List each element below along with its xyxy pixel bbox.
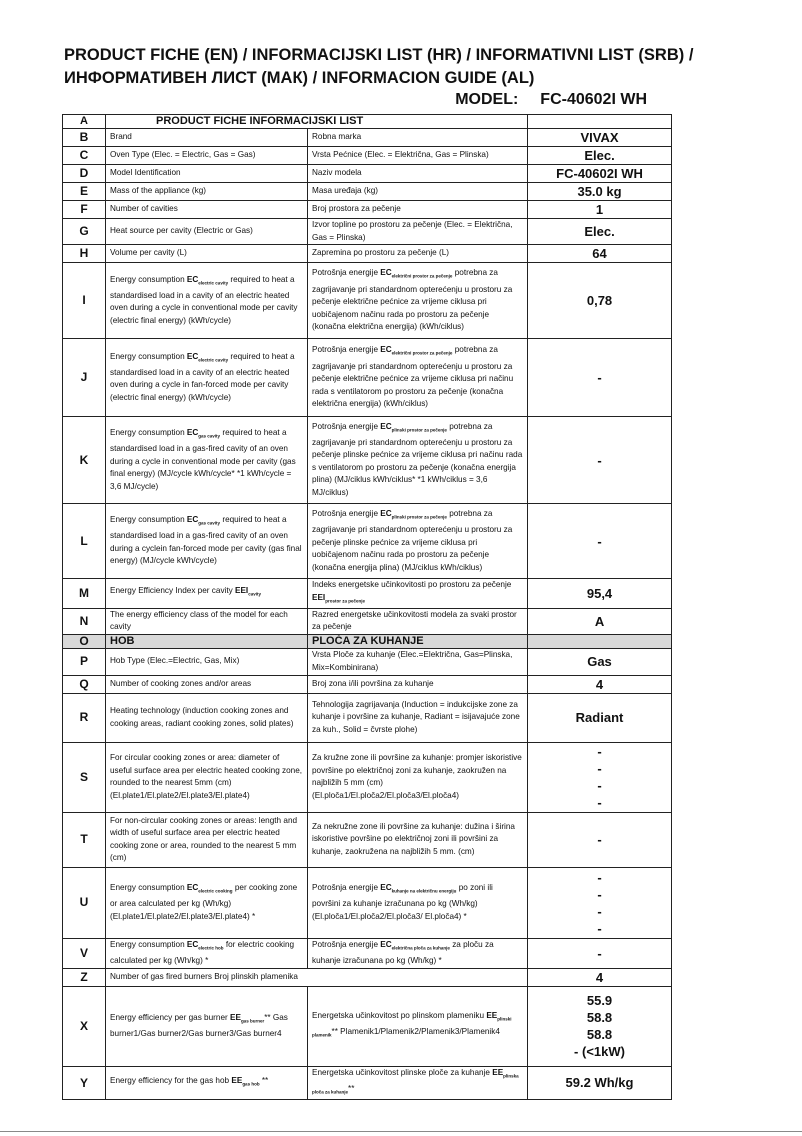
value-line: - (<1kW): [574, 1044, 625, 1060]
label-en: Energy consumption $EC_{electric cavity}$ required to heat a standardised load in a cavity of an electric heated oven during a cycle in conventional mode per cavity (electric final energy) (kWh/cycle): [106, 263, 308, 339]
table-row: [63, 219, 672, 245]
row-letter: E: [63, 183, 106, 201]
value-cell: 59.2 Wh/kg: [528, 1066, 672, 1099]
table-row: [63, 938, 672, 968]
label-en: Number of cavities: [106, 201, 308, 219]
table-row: [63, 867, 672, 938]
value-line: -: [597, 761, 602, 777]
value-cell: -: [528, 417, 672, 504]
row-letter: N: [63, 608, 106, 634]
value-cell: 1: [528, 201, 672, 219]
title-line-1: PRODUCT FICHE (EN) / INFORMACIJSKI LIST (HR) / INFORMATIVNI LIST (SRB) /: [64, 46, 694, 64]
row-letter: V: [63, 938, 106, 968]
label-en: For circular cooking zones or area: diameter of useful surface area per electric heated cooking zone, rounded to the nearest 5mm (cm) (El.plate1/El.plate2/El.plate3/El.plate4): [106, 742, 308, 812]
section-title: PRODUCT FICHE INFORMACIJSKI LIST: [106, 115, 528, 129]
value-cell: -: [528, 812, 672, 867]
table-row: [63, 183, 672, 201]
row-letter: O: [63, 634, 106, 648]
value-line: 58.8: [586, 1010, 613, 1026]
table-row: [63, 742, 672, 812]
label-hr: Potrošnja energije $EC_{plinski prostor za pečenje}$ potrebna za zagrijavanje pri standardnom opterećenju u prostoru za pečenje plinske pećnice za vrijeme ciklusa pri uobičajenom načinu rada po prostoru za pečenje (konačna energija plina) (MJ/ciklus kWh/ciklus): [308, 504, 528, 579]
value-line: -: [597, 744, 602, 760]
page-bottom-rule: [0, 1131, 802, 1132]
value-cell: -: [528, 339, 672, 417]
page-title: [64, 44, 764, 90]
label-hr: Razred energetske učinkovitosti modela za svaki prostor za pečenje: [308, 608, 528, 634]
label-en: The energy efficiency class of the model for each cavity: [106, 608, 308, 634]
label-hr: Za nekružne zone ili površine za kuhanje: dužina i širina iskoristive površine po električnoj zoni ili površini za kuhanje, zaokružena na najbližih 5 mm. (cm): [308, 812, 528, 867]
label-en: Energy Efficiency Index per cavity $EEI_{cavity}$: [106, 579, 308, 609]
value-cell: 35.0 kg: [528, 183, 672, 201]
model-label: MODEL:: [455, 91, 519, 108]
value-cell: Elec.: [528, 147, 672, 165]
table-row: [63, 634, 672, 648]
value-cell: FC-40602I WH: [528, 165, 672, 183]
label-hr: Potrošnja energije $EC_{električna ploča za kuhanje}$ za ploču za kuhanje izračunana po kg (Wh/kg) *: [308, 938, 528, 968]
section-title: HOB: [106, 634, 308, 648]
label-hr: Potrošnja energije $EC_{električni prostor za pečenje}$ potrebna za zagrijavanje pri standardnom opterećenju u prostoru za pečenje električne pećnice za vrijeme ciklusa pri uobičajenom načinu rada po prostoru za pečenje (konačna električna energija) (kWh/ciklus): [308, 263, 528, 339]
table-row: [63, 115, 672, 129]
label-hr: Potrošnja energije $EC_{električni prostor za pečenje}$ potrebna za zagrijavanje pri standardnom opterećenju u prostoru za pečenje električne pećnice za vrijeme ciklusa pri načinu rada s ventilatorom po prostoru za pečenje (konačna električna energija) (kWh/ciklus): [308, 339, 528, 417]
label-hr: Vrsta Ploče za kuhanje (Elec.=Električna, Gas=Plinska, Mix=Kombinirana): [308, 648, 528, 675]
label-en: Energy consumption $EC_{gas cavity}$ required to heat a standardised load in a gas-fired cavity of an oven during a cyclein fan-forced mode per cavity (gas final energy) (MJ/cycle kWh/cycle): [106, 504, 308, 579]
value-cell: -: [528, 938, 672, 968]
value-cell: [528, 742, 672, 812]
label-en: Energy consumption $EC_{electric hob}$ for electric cooking calculated per kg (Wh/kg) *: [106, 938, 308, 968]
value-cell: 95,4: [528, 579, 672, 609]
label-en: Mass of the appliance (kg): [106, 183, 308, 201]
value-cell: 4: [528, 968, 672, 986]
label-hr: Indeks energetske učinkovitosti po prostoru za pečenje $EEI_{prostor za pečenje}$: [308, 579, 528, 609]
value-line: 55.9: [586, 993, 613, 1009]
label-en: Volume per cavity (L): [106, 245, 308, 263]
title-line-2: ИНФОРМАТИВЕН ЛИСТ (МАК) / INFORMACION GUIDE (AL): [64, 69, 535, 87]
value-cell: 64: [528, 245, 672, 263]
value-cell: Radiant: [528, 693, 672, 742]
empty-cell: [528, 115, 672, 129]
label-en: Model Identification: [106, 165, 308, 183]
label-hr: Naziv modela: [308, 165, 528, 183]
empty-cell: [528, 634, 672, 648]
row-letter: Y: [63, 1066, 106, 1099]
label-hr: Izvor topline po prostoru za pečenje (Elec. = Električna, Gas = Plinska): [308, 219, 528, 245]
value-line: -: [597, 903, 602, 919]
value-line: -: [597, 886, 602, 902]
section-title: PLOČA ZA KUHANJE: [308, 634, 528, 648]
row-letter: P: [63, 648, 106, 675]
table-row: [63, 129, 672, 147]
label-hr: Tehnologija zagrijavanja (Induction = indukcijske zone za kuhanje i površine za kuhanje, Radiant = isijavajuće zone za kuh., Solid = čvrste plohe): [308, 693, 528, 742]
row-letter: C: [63, 147, 106, 165]
label-en: Heat source per cavity (Electric or Gas): [106, 219, 308, 245]
row-letter: R: [63, 693, 106, 742]
label-hr: Energetska učinkovitost plinske ploče za kuhanje $EE_{plinska ploča za kuhanje}**$: [308, 1066, 528, 1099]
table-row: [63, 608, 672, 634]
value-cell: -: [528, 504, 672, 579]
row-letter: B: [63, 129, 106, 147]
row-letter: Z: [63, 968, 106, 986]
table-row: [63, 675, 672, 693]
table-row: [63, 648, 672, 675]
table-row: [63, 504, 672, 579]
row-letter: K: [63, 417, 106, 504]
label-hr: Zapremina po prostoru za pečenje (L): [308, 245, 528, 263]
value-cell: Elec.: [528, 219, 672, 245]
table-row: [63, 579, 672, 609]
row-letter: F: [63, 201, 106, 219]
table-row: [63, 1066, 672, 1099]
model-value: FC-40602I WH: [540, 91, 647, 108]
row-letter: A: [63, 115, 106, 129]
label-hr: Potrošnja energije $EC_{plinski prostor za pečenje}$ potrebna za zagrijavanje pri standardnom opterećenju u prostoru za pečenje plinske pećnice za vrijeme ciklusa pri načinu rada s ventilatorom po prostoru za pečenje (konačna energija plina) (MJ/ciklus kWh/ciklus* *1 kWh/ciklus = 3,6 MJ/ciklus): [308, 417, 528, 504]
label-hr: Za kružne zone ili površine za kuhanje: promjer iskoristive površine po električnoj zoni za kuhanje, zaokružen na najbližih 5 mm (cm) (El.ploča1/El.ploča2/El.ploča3/El.ploča4): [308, 742, 528, 812]
label-en: Energy consumption $EC_{electric cavity}$ required to heat a standardised load in a cavity of an electric heated oven during a cycle in fan-forced mode per cavity (electric final energy) (kWh/cycle): [106, 339, 308, 417]
row-letter: J: [63, 339, 106, 417]
value-line: -: [597, 795, 602, 811]
label-hr: Robna marka: [308, 129, 528, 147]
table-row: [63, 986, 672, 1066]
table-row: [63, 263, 672, 339]
value-cell: VIVAX: [528, 129, 672, 147]
row-letter: H: [63, 245, 106, 263]
table-row: [63, 339, 672, 417]
table-row: [63, 417, 672, 504]
row-letter: G: [63, 219, 106, 245]
label-en: Brand: [106, 129, 308, 147]
label-en: Energy consumption $EC_{gas cavity}$ required to heat a standardised load in a gas-fired cavity of an oven during a cycle in conventional mode per cavity (gas final energy) (MJ/cycle kWh/cycle* *1 kWh/cycle = 3,6 MJ/cycle): [106, 417, 308, 504]
label-en: Heating technology (induction cooking zones and cooking areas, radiant cooking zones, solid plates): [106, 693, 308, 742]
table-row: [63, 245, 672, 263]
value-cell: [528, 986, 672, 1066]
row-letter: S: [63, 742, 106, 812]
row-letter: Q: [63, 675, 106, 693]
label-en: Energy consumption $EC_{electric cooking}$ per cooking zone or area calculated per kg (Wh/kg) (El.plate1/El.plate2/El.plate3/El.plate4) *: [106, 867, 308, 938]
label-en: Number of cooking zones and/or areas: [106, 675, 308, 693]
label-en: Energy efficiency per gas burner $EE_{gas burner}**$ Gas burner1/Gas burner2/Gas burner3/Gas burner4: [106, 986, 308, 1066]
row-letter: M: [63, 579, 106, 609]
table-row: [63, 812, 672, 867]
label-hr: Masa uređaja (kg): [308, 183, 528, 201]
table-row: [63, 165, 672, 183]
value-line: -: [597, 869, 602, 885]
label-hr: Energetska učinkovitost po plinskom plameniku $EE_{plinski plamenik}**$ Plamenik1/Plamenik2/Plamenik3/Plamenik4: [308, 986, 528, 1066]
table-row: [63, 968, 672, 986]
label-en: For non-circular cooking zones or areas: length and width of useful surface area per electric heated cooking zone or area, rounded to the nearest 5 mm (cm): [106, 812, 308, 867]
value-cell: [528, 867, 672, 938]
table-row: [63, 147, 672, 165]
row-letter: U: [63, 867, 106, 938]
row-letter: I: [63, 263, 106, 339]
label-hr: Broj zona i/ili površina za kuhanje: [308, 675, 528, 693]
product-fiche-table: [62, 114, 672, 1100]
value-cell: 0,78: [528, 263, 672, 339]
label-hr: Broj prostora za pečenje: [308, 201, 528, 219]
model-heading: [455, 91, 647, 109]
label-en: Hob Type (Elec.=Electric, Gas, Mix): [106, 648, 308, 675]
row-letter: T: [63, 812, 106, 867]
value-cell: Gas: [528, 648, 672, 675]
table-row: [63, 201, 672, 219]
value-line: 58.8: [586, 1027, 613, 1043]
row-letter: D: [63, 165, 106, 183]
value-line: -: [597, 920, 602, 936]
row-letter: X: [63, 986, 106, 1066]
label-en: Oven Type (Elec. = Electric, Gas = Gas): [106, 147, 308, 165]
label-hr: Vrsta Pećnice (Elec. = Električna, Gas = Plinska): [308, 147, 528, 165]
value-line: -: [597, 778, 602, 794]
table-row: [63, 693, 672, 742]
label-en: Energy efficiency for the gas hob $EE_{gas hob}$ **: [106, 1066, 308, 1099]
row-letter: L: [63, 504, 106, 579]
label-hr: Potrošnja energije $EC_{kuhanje na električnu energiju}$ po zoni ili površini za kuhanje izračunana po kg (Wh/kg) (El.ploča1/El.ploča2/El.ploča3/ El.ploča4) *: [308, 867, 528, 938]
value-cell: A: [528, 608, 672, 634]
value-cell: 4: [528, 675, 672, 693]
label-en: Number of gas fired burners Broj plinskih plamenika: [106, 968, 528, 986]
